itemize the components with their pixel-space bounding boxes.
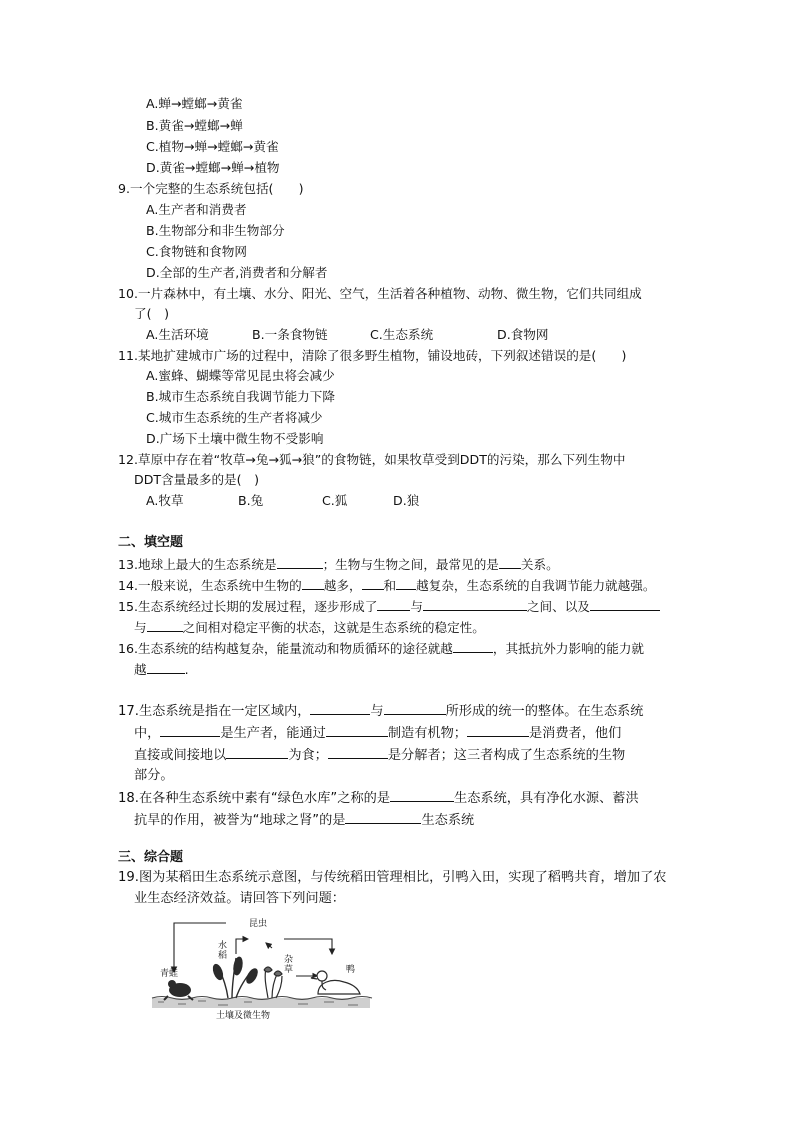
q13-blank-2 (499, 556, 521, 569)
q15-text-4: 与 (134, 620, 147, 635)
q17-blank-7 (328, 746, 388, 759)
q17-blank-5 (467, 724, 529, 737)
q12-stem-line2: DDT含量最多的是( ) (134, 472, 260, 487)
frog-illustration (164, 980, 193, 1000)
q14-text-3: 和 (383, 578, 397, 593)
q18-text-1: 18.在各种生态系统中素有“绿色水库”之称的是 (118, 791, 391, 806)
food-web-arrows (174, 923, 332, 976)
q17-blank-2 (384, 702, 446, 715)
label-frog: 青蛙 (160, 969, 179, 979)
q17-text-10: 是分解者；这三者构成了生态系统的生物 (387, 748, 626, 763)
q8-option-a: A.蝉→螳螂→黄雀 (146, 96, 243, 111)
label-insect: 昆虫 (249, 919, 268, 929)
arrow-weeds-to-insect (266, 943, 272, 948)
q9-option-c: C.食物链和食物网 (146, 244, 247, 259)
q10-option-b: B.一条食物链 (252, 327, 328, 342)
q12-option-d: D.狼 (393, 493, 420, 508)
q17-blank-1 (310, 702, 370, 715)
q13-blank-1 (277, 556, 323, 569)
q15-blank-4 (147, 619, 183, 632)
q15-line1 (118, 598, 660, 615)
q16-text-1: 16.生态系统的结构越复杂，能量流动和物质循环的途径就越 (118, 641, 453, 656)
q17-blank-3 (160, 724, 220, 737)
q8-option-b: B.黄雀→螳螂→蝉 (146, 118, 243, 133)
q19-stem-line1: 19.图为某稻田生态系统示意图，与传统稻田管理相比，引鸭入田，实现了稻鸭共育，增加了农 (118, 870, 667, 885)
label-soil-microbes: 土壤及微生物 (216, 1011, 271, 1021)
q17-text-7: 是消费者，他们 (529, 726, 622, 741)
q13-line (118, 556, 559, 573)
q9-option-b: B.生物部分和非生物部分 (146, 223, 285, 238)
q14-blank-1 (302, 577, 324, 590)
label-rice-1: 水 (218, 941, 228, 951)
q17-text-3: 所形成的统一的整体。在生态系统 (445, 704, 644, 719)
q8-option-c: C.植物→蝉→螳螂→黄雀 (146, 139, 279, 154)
q11-option-a: A.蜜蜂、蝴蝶等常见昆虫将会减少 (146, 368, 335, 383)
q9-stem: 9.一个完整的生态系统包括( ) (118, 181, 304, 196)
q17-text-8: 直接或间接地以 (134, 748, 227, 763)
q15-text-2: 与 (410, 599, 423, 614)
q13-text-2: ；生物与生物之间，最常见的是 (322, 557, 499, 572)
q18-text-3: 抗旱的作用，被誉为“地球之肾”的是 (134, 813, 346, 828)
label-weeds-1: 杂 (284, 955, 294, 965)
q17-blank-4 (326, 724, 388, 737)
q10-stem-line2: 了( ) (134, 306, 170, 321)
q12-option-c: C.狐 (322, 493, 348, 508)
q8-option-d: D.黄雀→螳螂→蝉→植物 (146, 160, 280, 175)
q10-option-a: A.生活环境 (146, 327, 209, 342)
q10-option-c: C.生态系统 (370, 327, 434, 342)
rice-paddy-ecosystem-figure (148, 914, 376, 1026)
q10-stem-line1: 10.一片森林中，有土壤、水分、阳光、空气，生活着各种植物、动物、微生物，它们共同组成 (118, 286, 642, 301)
q14-blank-3 (396, 577, 416, 590)
q15-line2 (134, 619, 485, 636)
q19-stem-line2: 业生态经济效益。请回答下列问题： (134, 891, 345, 906)
q13-text-1: 13.地球上最大的生态系统是 (118, 557, 277, 572)
label-duck: 鸭 (346, 965, 356, 975)
q17-blank-6 (226, 746, 288, 759)
q17-text-2: 与 (370, 704, 384, 719)
q12-option-a: A.牧草 (146, 493, 184, 508)
q16-line1 (118, 640, 644, 657)
q16-text-3: 越 (134, 662, 147, 677)
q17-text-5: 是生产者，能通过 (220, 726, 326, 741)
q16-text-4: . (184, 662, 189, 677)
q12-stem-line1: 12.草原中存在着“牧草→兔→狐→狼”的食物链，如果牧草受到DDT的污染，那么下列生物中 (118, 452, 626, 467)
q16-text-2: ，其抵抗外力影响的能力就 (492, 641, 644, 656)
q18-line1 (118, 789, 639, 807)
q17-text-9: 为食； (288, 748, 328, 763)
q15-text-1: 15.生态系统经过长期的发展过程，逐步形成了 (118, 599, 378, 614)
rice-plant-illustration (212, 956, 260, 998)
section-heading-comprehensive: 三、综合题 (118, 850, 184, 865)
q14-line (118, 577, 655, 594)
q16-blank-2 (147, 661, 185, 674)
q14-text-4: 越复杂，生态系统的自我调节能力就越强。 (416, 578, 656, 593)
label-rice-2: 稻 (218, 951, 228, 961)
q17-text-4: 中， (134, 726, 161, 741)
q15-blank-2 (423, 598, 527, 611)
q15-blank-3 (590, 598, 660, 611)
q17-line3 (134, 746, 625, 764)
q18-blank-2 (345, 811, 421, 824)
q16-line2 (134, 661, 189, 678)
q18-text-4: 生态系统 (421, 813, 475, 828)
q18-line2 (134, 811, 474, 829)
q14-blank-2 (362, 577, 384, 590)
q17-line2 (134, 724, 621, 742)
label-weeds-2: 草 (284, 965, 294, 975)
arrow-rice-to-insect (236, 939, 248, 954)
q10-option-d: D.食物网 (497, 327, 549, 342)
q13-text-3: 关系。 (520, 557, 559, 572)
q17-text-1: 17.生态系统是指在一定区域内， (118, 704, 311, 719)
q15-text-3: 之间、以及 (526, 599, 590, 614)
q14-text-1: 14.一般来说，生态系统中生物的 (118, 578, 302, 593)
q15-blank-1 (377, 598, 410, 611)
weeds-illustration (264, 967, 282, 998)
q11-option-b: B.城市生态系统自我调节能力下降 (146, 389, 335, 404)
section-heading-fill-in: 二、填空题 (118, 535, 184, 550)
arrow-insect-to-duck (284, 939, 332, 954)
q17-text-6: 制造有机物； (387, 726, 467, 741)
q17-line4: 部分。 (134, 768, 174, 783)
q18-text-2: 生态系统，具有净化水源、蓄洪 (454, 791, 639, 806)
q9-option-a: A.生产者和消费者 (146, 202, 247, 217)
q17-line1 (118, 702, 643, 720)
q11-option-d: D.广场下土壤中微生物不受影响 (146, 431, 324, 446)
q11-stem: 11.某地扩建城市广场的过程中，清除了很多野生植物，铺设地砖，下列叙述错误的是( ) (118, 348, 627, 363)
q12-option-b: B.兔 (238, 493, 264, 508)
q11-option-c: C.城市生态系统的生产者将减少 (146, 410, 323, 425)
q15-text-5: 之间相对稳定平衡的状态，这就是生态系统的稳定性。 (182, 620, 485, 635)
q18-blank-1 (390, 789, 454, 802)
soil-ground (152, 997, 372, 1009)
q16-blank-1 (453, 640, 493, 653)
q14-text-2: 越多， (323, 578, 362, 593)
q9-option-d: D.全部的生产者,消费者和分解者 (146, 265, 328, 280)
